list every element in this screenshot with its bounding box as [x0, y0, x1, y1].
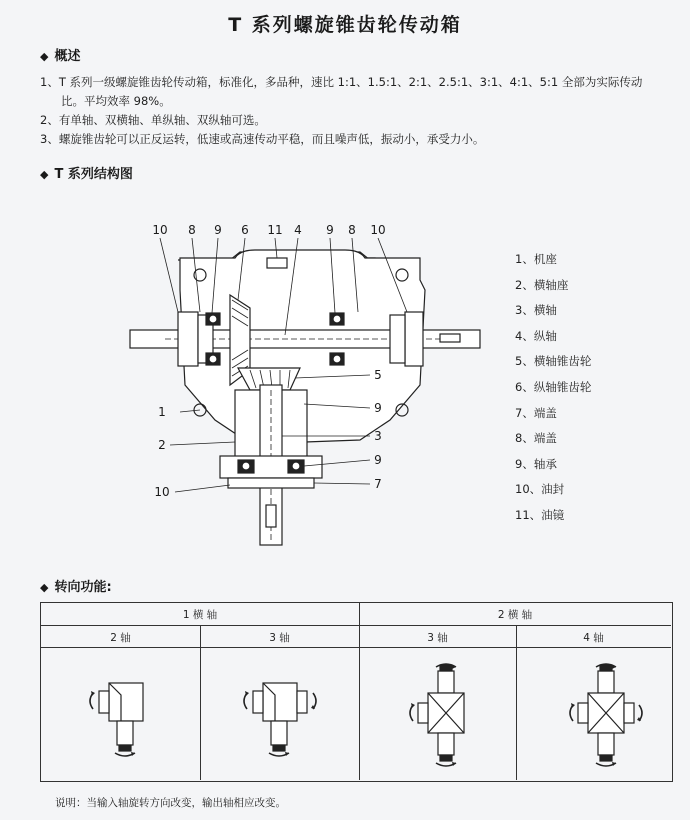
item-text: 螺旋锥齿轮可以正反运转，低速或高速传动平稳，而且噪声低，振动小，承受力小。: [58, 132, 485, 146]
item-text: 有单轴、双横轴、单纵轴、双纵轴可选。: [58, 113, 266, 127]
rotation-diagram-2-shaft: [81, 669, 151, 759]
callout-label: 9: [374, 453, 382, 467]
callout-label: 1: [158, 405, 166, 419]
turning-heading-text: 转向功能:: [54, 580, 112, 595]
legend-item: 1、机座: [515, 252, 557, 266]
column-header: 4 轴: [583, 632, 604, 644]
overview-item: [40, 130, 660, 149]
callout-label: 6: [241, 223, 249, 237]
callout-label: 9: [374, 401, 382, 415]
overview-list: [40, 73, 660, 149]
callout-label: 10: [154, 485, 170, 499]
overview-item: [40, 73, 660, 92]
overview-item: [40, 111, 660, 130]
overview-heading-text: 概述: [54, 49, 81, 64]
column-header: 3 轴: [427, 632, 448, 644]
diamond-bullet-icon: ◆: [40, 50, 49, 63]
item-number: 3、: [40, 132, 59, 146]
turning-table: [40, 602, 673, 782]
legend-item: 3、横轴: [515, 303, 557, 318]
group-header: 2 横 轴: [497, 609, 533, 621]
callout-label: 2: [158, 438, 166, 452]
callout-label: 3: [374, 429, 382, 443]
callout-label: 5: [374, 368, 382, 382]
turning-heading: [40, 576, 112, 595]
structure-heading-text: T 系列结构图: [54, 167, 133, 182]
rotation-diagram-3-shaft: [237, 669, 317, 759]
page-title: T 系列螺旋锥齿轮传动箱: [228, 14, 462, 36]
group-header: 1 横 轴: [182, 609, 218, 621]
diamond-bullet-icon: ◆: [40, 581, 49, 594]
oil-mirror: [267, 258, 287, 268]
gearbox-structure-diagram: [120, 220, 500, 550]
oil-seal-bottom: [228, 478, 314, 488]
structure-heading: [40, 163, 133, 182]
item-text-continued: 比。平均效率 98%。: [61, 94, 171, 108]
end-cap-right: [405, 312, 423, 366]
item-number: 2、: [40, 113, 59, 127]
parts-legend: [515, 251, 591, 533]
callout-label: 10: [152, 223, 168, 237]
callout-label: 9: [326, 223, 334, 237]
end-cap-left: [178, 312, 198, 366]
legend-item: 11、油镜: [515, 507, 565, 522]
callout-label: 4: [294, 223, 302, 237]
callout-label: 9: [214, 223, 222, 237]
legend-item: 8、端盖: [515, 431, 557, 446]
legend-item: 7、端盖: [515, 405, 557, 420]
callout-label: 7: [374, 477, 382, 491]
column-header: 3 轴: [269, 632, 290, 644]
item-text: T 系列一级螺旋锥齿轮传动箱，标准化，多品种，速比 1:1、1.5:1、2:1、2.5:1、3:1、4:1、5:1 全部为实际传动: [58, 75, 643, 89]
item-number: 1、: [40, 75, 59, 89]
turning-note: 说明：当输入轴旋转方向改变，输出轴相应改变。: [55, 797, 286, 809]
legend-item: 6、纵轴锥齿轮: [515, 379, 592, 394]
callout-label: 11: [267, 223, 283, 237]
callout-label: 8: [348, 223, 356, 237]
overview-heading: [40, 45, 80, 64]
column-header: 2 轴: [110, 632, 131, 644]
legend-item: 4、纵轴: [515, 328, 557, 343]
legend-item: 10、油封: [515, 482, 565, 497]
diamond-bullet-icon: ◆: [40, 168, 49, 181]
legend-item: 5、横轴锥齿轮: [515, 354, 592, 369]
callout-label: 10: [370, 223, 386, 237]
rotation-diagram-2h-3-shaft: [406, 661, 486, 769]
lower-flange: [220, 456, 322, 478]
legend-item: 2、横轴座: [515, 277, 569, 292]
rotation-diagram-2h-4-shaft: [561, 661, 651, 769]
legend-item: 9、轴承: [515, 456, 557, 471]
callout-label: 8: [188, 223, 196, 237]
